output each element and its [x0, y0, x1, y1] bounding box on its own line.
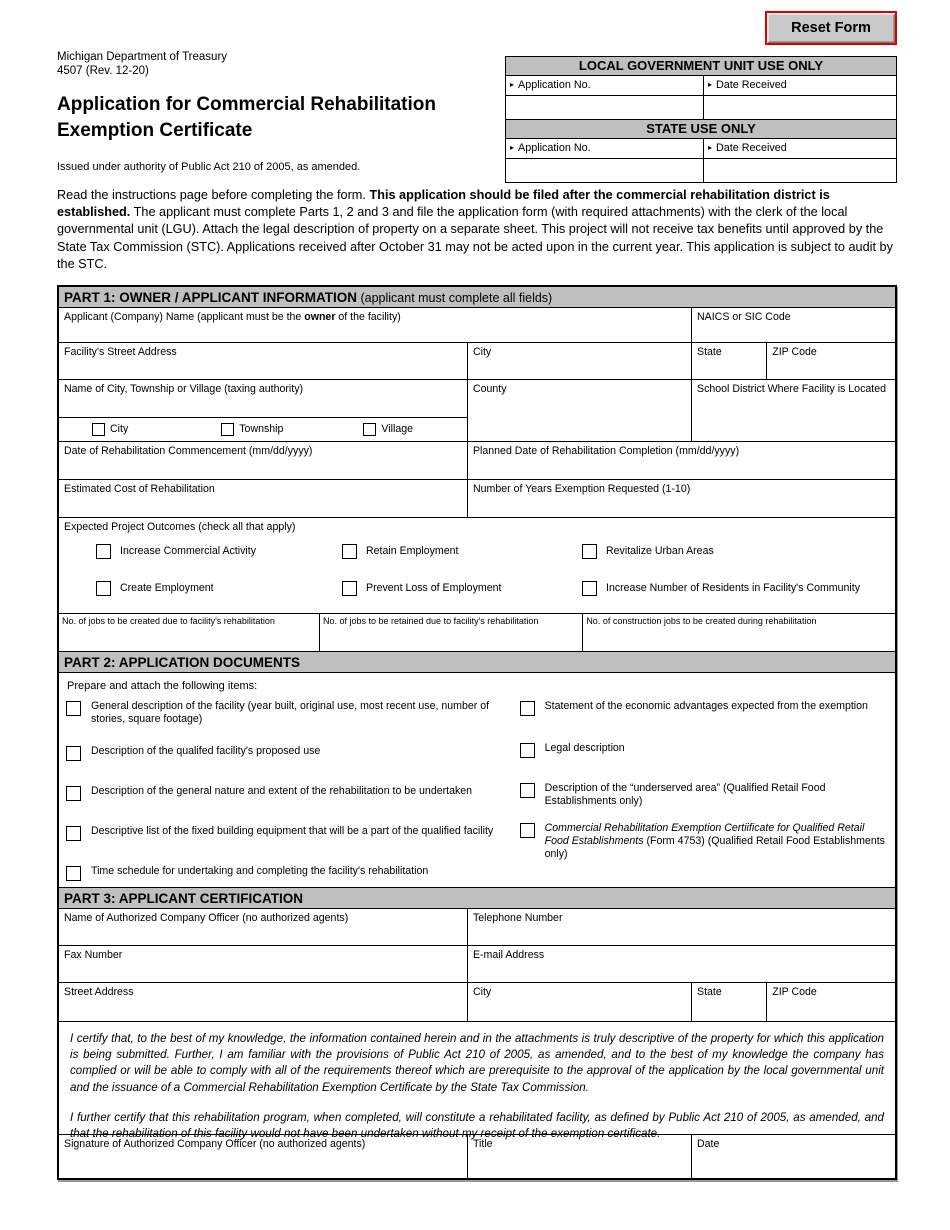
retain-employment-checkbox[interactable] [342, 544, 357, 559]
increase-residents-checkbox[interactable] [582, 581, 597, 596]
row-facility-address [59, 343, 895, 380]
title-field[interactable]: Title [467, 1135, 691, 1178]
document-item [66, 865, 514, 881]
row-signature [59, 1135, 895, 1178]
general-description-checkbox[interactable] [66, 701, 81, 716]
row-expected-outcomes [59, 518, 895, 614]
revitalize-urban-areas-checkbox[interactable] [582, 544, 597, 559]
outcome-label: Create Employment [120, 582, 214, 595]
facility-street-address-field[interactable]: Facility's Street Address [64, 346, 177, 358]
facility-city-field[interactable]: City [467, 343, 691, 379]
certification-paragraph-2: I further certify that this rehabilitation program, when completed, will constitute a rehabilitated facility, as defined by Public Act 210 of 2005, as amended, and that the rehabilitation of this facility would not have been undertaken without my receipt of the exemption certificate. [70, 1110, 884, 1141]
arrow-icon: ▸ [510, 143, 515, 152]
city-checkbox[interactable] [92, 423, 105, 436]
document-item [66, 825, 514, 841]
completion-date-field[interactable]: Planned Date of Rehabilitation Completion (mm/dd/yyyy) [467, 442, 895, 479]
part2-left-column [66, 700, 514, 881]
officer-zip-field[interactable]: ZIP Code [766, 983, 895, 1021]
officer-street-address-field[interactable]: Street Address [64, 986, 134, 998]
state-date-received-input[interactable] [703, 159, 896, 182]
prevent-loss-of-employment-checkbox[interactable] [342, 581, 357, 596]
arrow-icon: ▸ [707, 143, 712, 152]
outcome-label: Retain Employment [366, 545, 459, 558]
part1-header: PART 1: OWNER / APPLICANT INFORMATION (applicant must complete all fields) [59, 287, 895, 308]
officer-city-field[interactable]: City [467, 983, 691, 1021]
row-jobs [59, 614, 895, 652]
outcome-item [96, 544, 256, 559]
outcome-label: Increase Number of Residents in Facility's Community [606, 582, 861, 595]
document-item [520, 822, 888, 861]
arrow-icon: ▸ [510, 80, 515, 89]
village-checkbox-label: Village [381, 423, 414, 436]
township-checkbox[interactable] [221, 423, 234, 436]
document-label: Statement of the economic advantages expected from the exemption [544, 700, 868, 712]
document-item [520, 742, 888, 758]
authority-line: Issued under authority of Public Act 210 of 2005, as amended. [57, 161, 361, 173]
row-fax-email [59, 946, 895, 983]
create-employment-checkbox[interactable] [96, 581, 111, 596]
township-checkbox-label: Township [239, 423, 284, 436]
document-label: Time schedule for undertaking and completing the facility's rehabilitation [91, 865, 429, 877]
form-number: 4507 (Rev. 12-20) [57, 64, 149, 77]
page-title: Application for Commercial Rehabilitation Exemption Certificate [57, 94, 436, 141]
lgu-use-only-header: LOCAL GOVERNMENT UNIT USE ONLY [506, 57, 896, 76]
document-label: Description of the “underserved area” (Qualified Retail Food Establishments only) [544, 782, 826, 807]
proposed-use-checkbox[interactable] [66, 746, 81, 761]
taxing-authority-field[interactable]: Name of City, Township or Village (taxing authority) [59, 380, 467, 418]
legal-description-checkbox[interactable] [520, 743, 535, 758]
lgu-date-received-input[interactable] [703, 96, 896, 119]
outcome-label: Prevent Loss of Employment [366, 582, 502, 595]
outcome-item [342, 581, 501, 596]
construction-jobs-field[interactable]: No. of construction jobs to be created during rehabilitation [582, 614, 895, 651]
increase-commercial-activity-checkbox[interactable] [96, 544, 111, 559]
instructions-paragraph: Read the instructions page before completing the form. This application should be filed after the commercial rehabilitation district is established. The applicant must complete Parts 1, 2 and 3 and file the application form (with required attachments) with the clerk of the local governmental unit (LGU). Attach the legal description of property on a separate sheet. This project will not receive tax benefits until approved by the State Tax Commission (STC). Applications received after October 31 may not be acted upon in the current year. This application is subject to audit by the STC. [57, 188, 893, 271]
part2-right-column [520, 700, 888, 881]
officer-name-field[interactable]: Name of Authorized Company Officer (no authorized agents) [64, 912, 349, 924]
row-part2-body [59, 673, 895, 888]
state-date-received-label: ▸ Date Received [703, 139, 896, 158]
years-requested-field[interactable]: Number of Years Exemption Requested (1-10) [467, 480, 895, 517]
taxing-authority-cell [59, 380, 467, 441]
row-cost-years [59, 480, 895, 518]
agency-name: Michigan Department of Treasury [57, 51, 228, 63]
state-use-only-header: STATE USE ONLY [506, 120, 896, 139]
applicant-name-field[interactable]: Applicant (Company) Name (applicant must be the owner of the facility) [64, 311, 401, 323]
outcome-item [96, 581, 214, 596]
arrow-icon: ▸ [707, 80, 712, 89]
reset-form-button[interactable] [765, 11, 897, 45]
telephone-number-field[interactable]: Telephone Number [467, 909, 895, 945]
state-application-no-label: ▸ Application No. [510, 142, 591, 154]
expected-outcomes-label: Expected Project Outcomes (check all that apply) [64, 521, 296, 533]
certification-paragraph-1: I certify that, to the best of my knowledge, the information contained herein and in the attachments is truly descriptive of the property for which this application is being submitted. Further, I am familiar with the provisions of Public Act 210 of 2005, as amended, and to the best of my knowledge the company has complied or will be able to comply with all of the requirements thereof which are prerequisite to the approval of the application by the local governmental unit and the issuance of a Commercial Rehabilitation Exemption Certificate by the State Tax Commission. [70, 1032, 884, 1094]
state-input-row [506, 159, 896, 182]
expected-outcomes-cell [59, 518, 895, 613]
form-4753-checkbox[interactable] [520, 823, 535, 838]
time-schedule-checkbox[interactable] [66, 866, 81, 881]
outcome-item [582, 544, 714, 559]
commencement-date-field[interactable]: Date of Rehabilitation Commencement (mm/dd/yyyy) [64, 445, 313, 457]
date-field[interactable]: Date [691, 1135, 895, 1178]
outcome-label: Increase Commercial Activity [120, 545, 256, 558]
jobs-created-field[interactable]: No. of jobs to be created due to facility's rehabilitation [62, 616, 275, 626]
jobs-retained-field[interactable]: No. of jobs to be retained due to facility's rehabilitation [319, 614, 582, 651]
document-label: Legal description [544, 742, 625, 754]
state-application-no-input[interactable] [506, 159, 703, 182]
outcome-item [582, 581, 860, 596]
naics-sic-code-field[interactable]: NAICS or SIC Code [691, 308, 895, 342]
certification-text [59, 1022, 895, 1141]
row-certification [59, 1022, 895, 1141]
document-label: Description of the qualifed facility's proposed use [91, 745, 321, 757]
row-rehab-dates [59, 442, 895, 480]
document-item [66, 785, 514, 801]
reset-form-label: Reset Form [791, 20, 871, 36]
document-item [520, 782, 888, 808]
document-label: Commercial Rehabilitation Exemption Certiificate for Qualified Retail Food Establishments (Form 4753) (Qualified Retail Food Establishments only) [544, 822, 885, 860]
fixed-equipment-list-checkbox[interactable] [66, 826, 81, 841]
facility-state-field[interactable]: State [691, 343, 766, 379]
part2-header: PART 2: APPLICATION DOCUMENTS [59, 652, 895, 673]
document-label: Description of the general nature and extent of the rehabilitation to be undertaken [91, 785, 473, 797]
document-item [66, 745, 514, 761]
masthead [57, 51, 467, 173]
document-label: General description of the facility (year built, original use, most recent use, number of stories, square footage) [91, 700, 490, 725]
facility-zip-field[interactable]: ZIP Code [766, 343, 895, 379]
city-checkbox-label: City [110, 423, 129, 436]
row-applicant [59, 308, 895, 343]
estimated-cost-field[interactable]: Estimated Cost of Rehabilitation [64, 483, 215, 495]
lgu-date-received-label: ▸ Date Received [703, 76, 896, 95]
part2-intro: Prepare and attach the following items: [67, 680, 258, 692]
outcome-label: Revitalize Urban Areas [606, 545, 714, 558]
lgu-application-no-label: ▸ Application No. [510, 79, 591, 91]
application-form-table [57, 285, 897, 1180]
village-checkbox[interactable] [363, 423, 376, 436]
fax-number-field[interactable]: Fax Number [64, 949, 123, 961]
document-item [520, 700, 888, 716]
part2-documents [59, 673, 895, 887]
lgu-application-no-input[interactable] [506, 96, 703, 119]
document-label: Descriptive list of the fixed building equipment that will be a part of the qualified facility [91, 825, 494, 837]
school-district-field[interactable]: School District Where Facility is Located [691, 380, 895, 441]
lgu-type-options [59, 418, 467, 441]
economic-advantages-checkbox[interactable] [520, 701, 535, 716]
county-field[interactable]: County [467, 380, 691, 441]
row-taxing-authority [59, 380, 895, 442]
underserved-area-checkbox[interactable] [520, 783, 535, 798]
document-item [66, 700, 514, 726]
lgu-input-row [506, 96, 896, 120]
row-officer-phone [59, 909, 895, 946]
rehab-nature-extent-checkbox[interactable] [66, 786, 81, 801]
lgu-label-row [506, 76, 896, 96]
state-label-row [506, 139, 896, 159]
signature-field[interactable]: Signature of Authorized Company Officer (no authorized agents) [64, 1138, 366, 1150]
row-officer-address [59, 983, 895, 1022]
part3-header: PART 3: APPLICANT CERTIFICATION [59, 888, 895, 909]
use-only-tables [505, 56, 897, 183]
outcome-item [342, 544, 458, 559]
officer-state-field[interactable]: State [691, 983, 766, 1021]
email-address-field[interactable]: E-mail Address [467, 946, 895, 982]
